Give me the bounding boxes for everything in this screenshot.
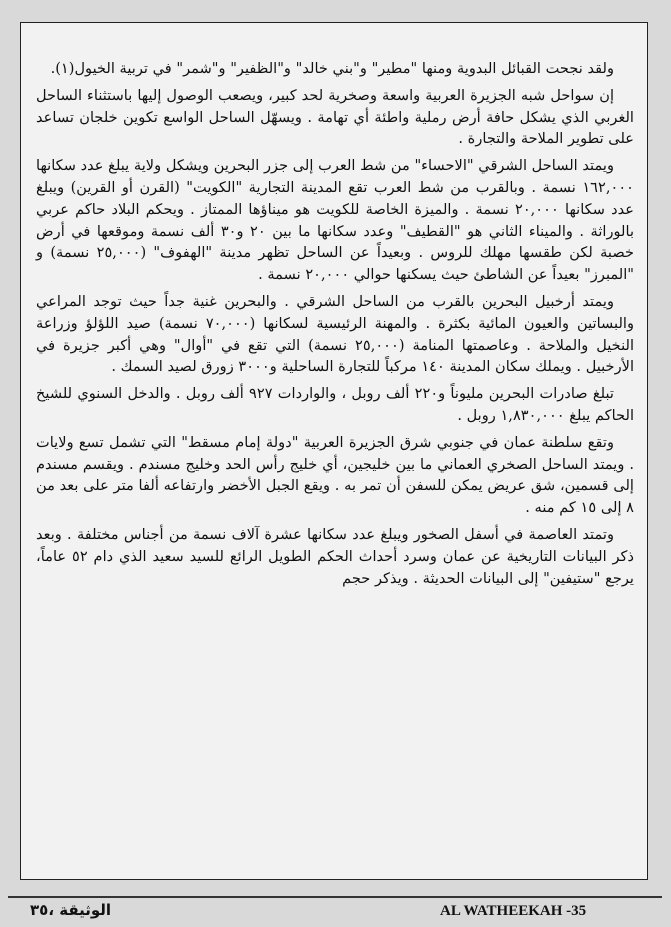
- paragraph-3: ويمتد الساحل الشرقي "الاحساء" من شط العرب إلى جزر البحرين ويشكل ولاية يبلغ عدد سكانها ١٦٢,٠٠٠ نسمة . وبالقرب من شط العرب تقع المدينة التجارية "الكويت" (القرن أو القرين) ويبلغ عدد سكانها ٢٠,٠٠٠ نسمة . والميزة الخاصة للكويت هو ميناؤها الممتاز . ويحكم البلاد حاكم عربي بالوراثة . والميناء الثاني هو "القطيف" وعدد سكانها ما بين ٢٠ و٣٠ ألف نسمة وموقعها في أرض خصبة لكن طقسها مهلك للروس . وبعيداً عن الساحل تظهر مدينة "الهفوف" (٢٥,٠٠٠ نسمة) و "المبرز" بعيداً عن الشاطئ حيث يسكنها حوالي ٢٠,٠٠٠ نسمة .: [36, 157, 635, 284]
- footer-english-title: AL WATHEEKAH -35: [440, 903, 587, 919]
- paragraph-1: ولقد نجحت القبائل البدوية ومنها "مطير" و"بني خالد" و"الظفير" و"شمر" في تربية الخيول(١).: [50, 60, 614, 77]
- paragraph-5: تبلغ صادرات البحرين مليوناً و٢٢٠ ألف روبل ، والواردات ٩٢٧ ألف روبل . والدخل السنوي للشيخ الحاكم يبلغ ١,٨٣٠,٠٠٠ روبل .: [36, 385, 634, 424]
- paragraph-2: إن سواحل شبه الجزيرة العربية واسعة وصخرية لحد كبير، ويصعب الوصول إليها باستثناء الساحل الغربي الذي يشكل حافة أرض رملية واطئة أي تهامة . ويسهّل الساحل الواسع تكوين خلجان تساعد على تطوير الملاحة والتجارة .: [36, 86, 634, 148]
- paragraph-6: وتقع سلطنة عمان في جنوبي شرق الجزيرة العربية "دولة إمام مسقط" التي تشمل تسع ولايات . ويمتد الساحل الصخري العماني ما بين خليجين، أي خليج رأس الحد وخليج مسندم . ويقسم مسندم إلى قسمين، شق عريض يمكن للسفن أن تمر به . ويقع الجبل الأخضر وارتفاعه ألفا متر على بعد من ٨ إلى ١٥ كم منه .: [36, 433, 634, 517]
- article-body: [36, 58, 634, 594]
- footer-rule: [8, 896, 662, 898]
- paragraph-7: وتمتد العاصمة في أسفل الصخور ويبلغ عدد سكانها عشرة آلاف نسمة من أجناس مختلفة . وبعد ذكر البيانات التاريخية عن عمان وسرد أحداث الحكم الطويل الرائع للسيد سعيد الذي دام ٥٢ عاماً، يرجع "ستيفين" إلى البيانات الحديثة . ويذكر حجم: [36, 525, 634, 587]
- footer-arabic-title: الوثيقة ،٣٥: [30, 901, 112, 919]
- paragraph-4: ويمتد أرخبيل البحرين بالقرب من الساحل الشرقي . والبحرين غنية جداً حيث توجد المراعي والبساتين والعيون المائية بكثرة . والمهنة الرئيسية لسكانها (٧٠,٠٠٠ نسمة) صيد اللؤلؤ وزراعة النخيل والملاحة . وعاصمتها المنامة (٢٥,٠٠٠ نسمة) التي تقع في "أوال" وهي أكبر جزيرة في الأرخبيل . ويملك سكان المدينة ١٤٠ مركباً للتجارة الساحلية و٣٠٠٠ زورق لصيد السمك .: [36, 292, 635, 376]
